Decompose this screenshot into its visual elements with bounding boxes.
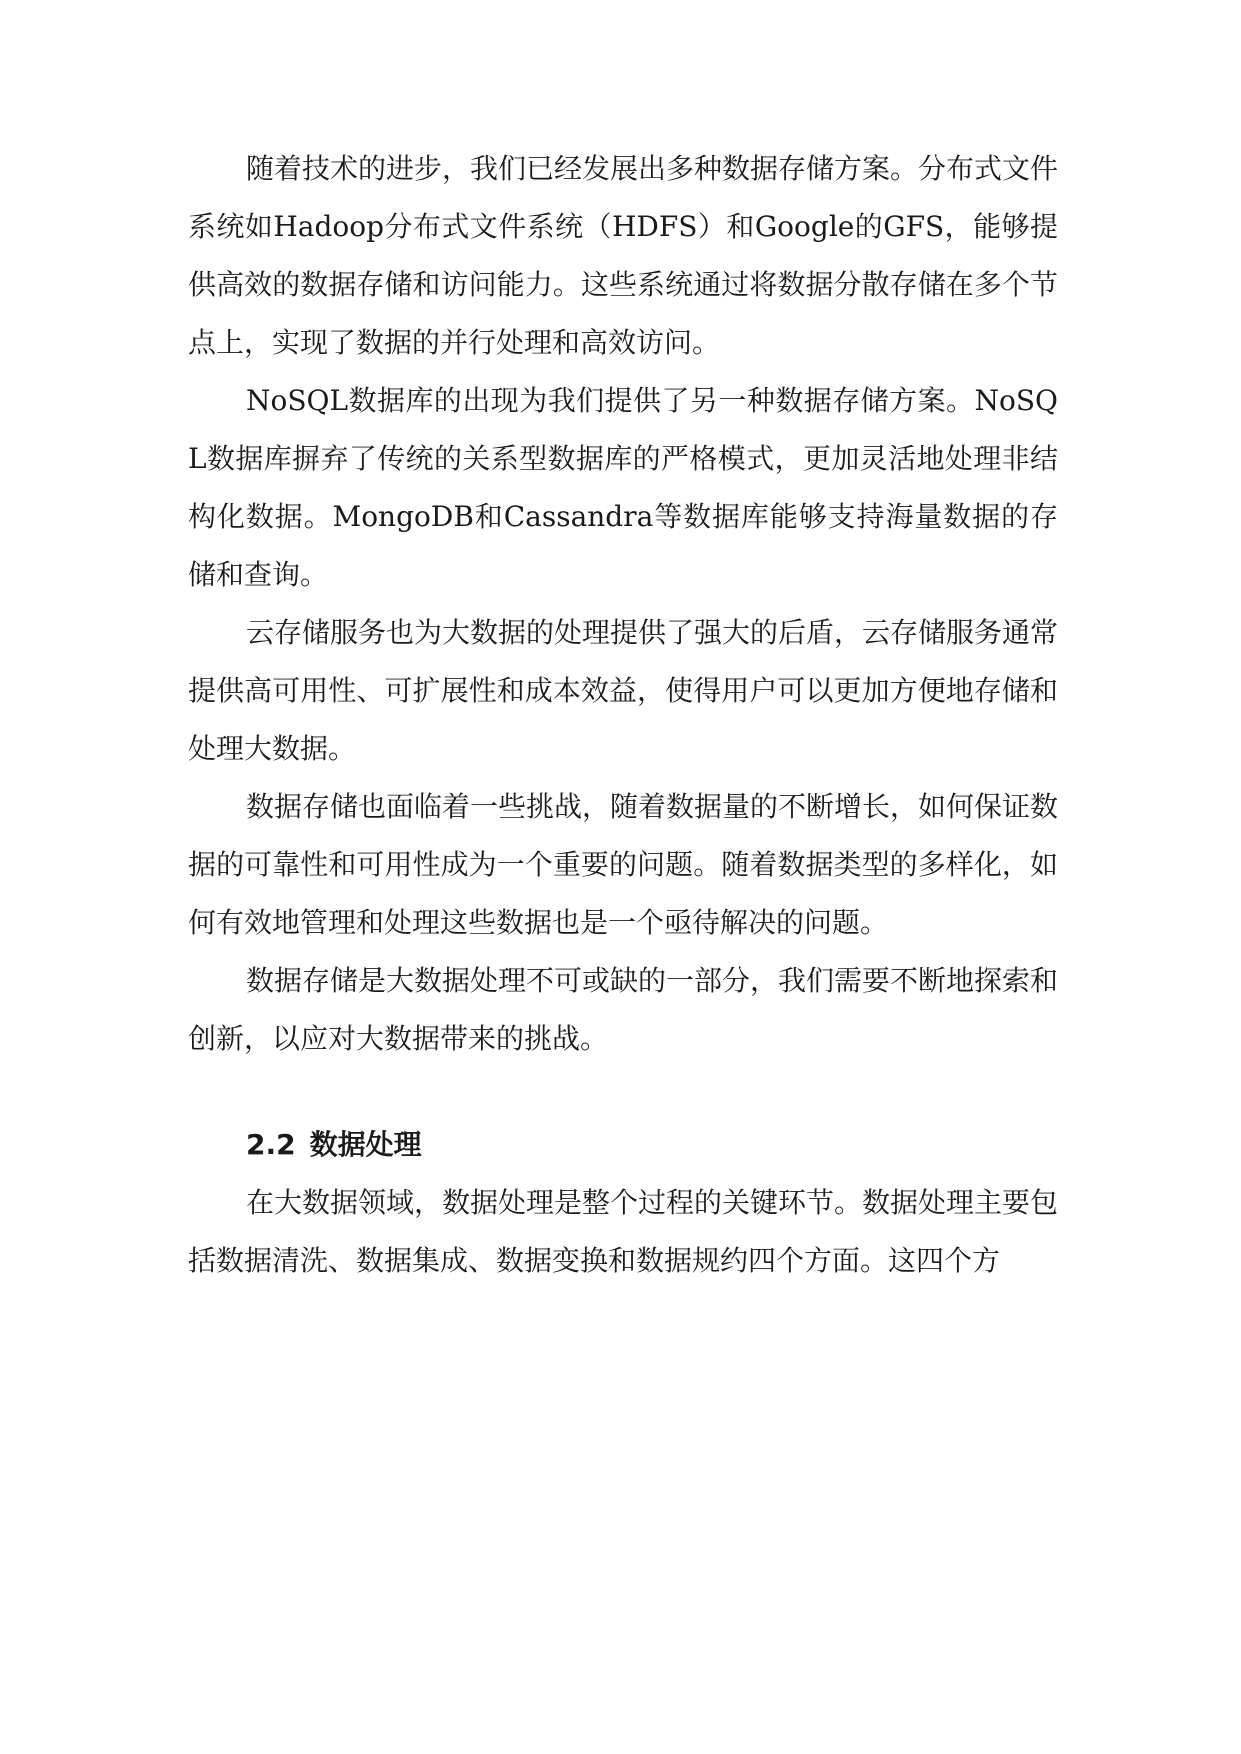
paragraph-data-processing: 在大数据领域，数据处理是整个过程的关键环节。数据处理主要包括数据清洗、数据集成、数据变换和数据规约四个方面。这四个方 — [188, 1186, 1059, 1277]
paragraph-distributed-storage: 随着技术的进步，我们已经发展出多种数据存储方案。分布式文件系统如Hadoop分布式文件系统（HDFS）和Google的GFS，能够提供高效的数据存储和访问能力。这些系统通过将数据分散存储在多个节点上，实现了数据的并行处理和高效访问。 — [188, 152, 1059, 359]
section-title: 数据处理 — [309, 1128, 422, 1161]
paragraph-cloud-storage: 云存储服务也为大数据的处理提供了强大的后盾，云存储服务通常提供高可用性、可扩展性和成本效益，使得用户可以更加方便地存储和处理大数据。 — [188, 616, 1059, 765]
page-body — [188, 140, 1058, 1290]
paragraph-storage-challenges: 数据存储也面临着一些挑战，随着数据量的不断增长，如何保证数据的可靠性和可用性成为一个重要的问题。随着数据类型的多样化，如何有效地管理和处理这些数据也是一个亟待解决的问题。 — [188, 790, 1059, 939]
paragraph-nosql: NoSQL数据库的出现为我们提供了另一种数据存储方案。NoSQL数据库摒弃了传统的关系型数据库的严格模式，更加灵活地处理非结构化数据。MongoDB和Cassandra等数据库能够支持海量数据的存储和查询。 — [188, 384, 1058, 591]
section-heading — [188, 1116, 1058, 1174]
section-number: 2.2 — [246, 1128, 296, 1161]
paragraph-storage-conclusion: 数据存储是大数据处理不可或缺的一部分，我们需要不断地探索和创新，以应对大数据带来的挑战。 — [188, 964, 1059, 1055]
